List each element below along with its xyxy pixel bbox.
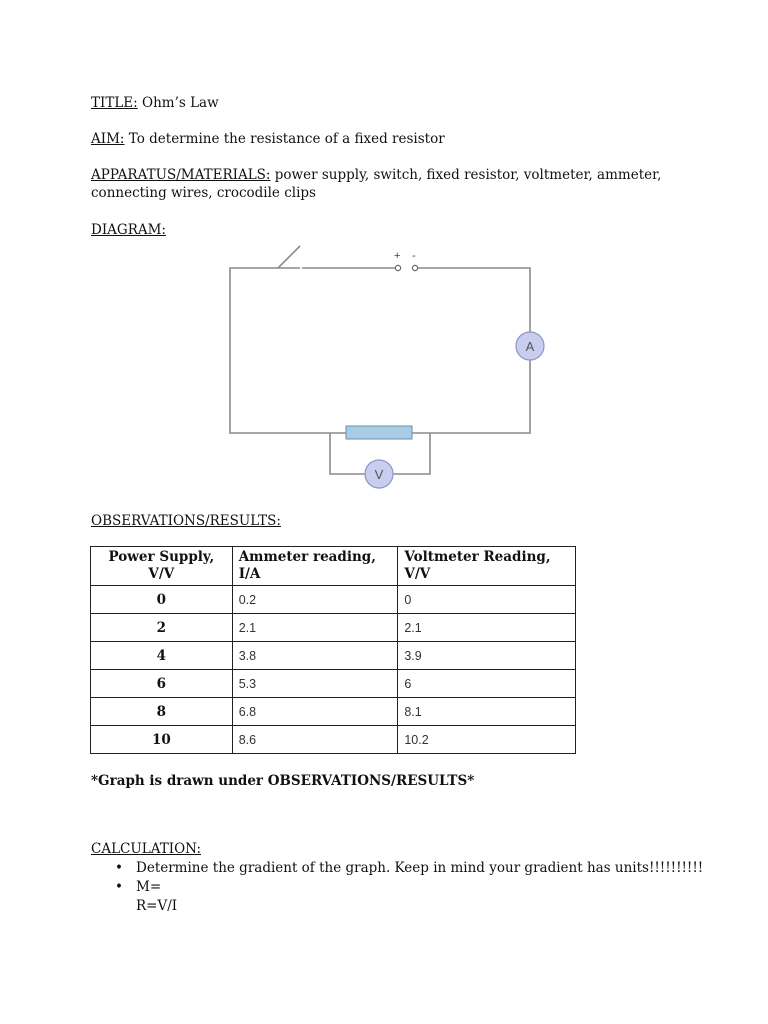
apparatus-text-2: connecting wires, crocodile clips [91,185,316,201]
calculation-heading: CALCULATION: [91,841,202,857]
cell-power-supply: 4 [91,642,233,670]
cell-voltmeter: 6 [398,670,576,698]
title-label: TITLE: [91,95,138,111]
graph-note: *Graph is drawn under OBSERVATIONS/RESULTS* [91,773,475,789]
terminal-positive [395,265,400,270]
cell-ammeter: 0.2 [232,586,398,614]
apparatus-label: APPARATUS/MATERIALS: [91,167,271,183]
cell-voltmeter: 0 [398,586,576,614]
formula-line [91,897,703,916]
wire-left [230,268,330,433]
wire-right [416,268,530,433]
list-item [91,878,703,897]
cell-ammeter: 2.1 [232,614,398,642]
circuit-diagram [220,240,550,495]
cell-voltmeter: 3.9 [398,642,576,670]
bullet-icon: • [115,879,123,895]
table-row [91,698,576,726]
table-row [91,586,576,614]
calc-step-text: Determine the gradient of the graph. Keep in mind your gradient has units!!!!!!!!!! [136,860,704,876]
results-table [90,546,576,754]
title-line [91,94,219,112]
cell-ammeter: 3.8 [232,642,398,670]
header-voltmeter: Voltmeter Reading, V/V [398,547,576,586]
cell-voltmeter: 10.2 [398,726,576,754]
aim-value: To determine the resistance of a fixed resistor [128,131,445,147]
cell-power-supply: 0 [91,586,233,614]
ammeter-label: A [525,339,535,354]
formula-text: R=V/I [136,898,178,914]
table-row [91,670,576,698]
cell-ammeter: 8.6 [232,726,398,754]
bullet-icon: • [115,860,123,876]
aim-label: AIM: [91,131,125,147]
aim-line [91,130,445,148]
observations-heading: OBSERVATIONS/RESULTS: [91,513,281,529]
apparatus-text-1: power supply, switch, fixed resistor, voltmeter, ammeter, [274,167,662,183]
table-row [91,614,576,642]
switch-blade [278,246,300,268]
cell-ammeter: 5.3 [232,670,398,698]
minus-label: - [412,250,416,262]
table-row [91,726,576,754]
plus-label: + [394,250,401,262]
calc-step-text: M= [136,879,162,895]
title-value: Ohm’s Law [142,95,219,111]
voltmeter-label: V [374,467,384,482]
table-row [91,642,576,670]
cell-voltmeter: 8.1 [398,698,576,726]
header-ammeter: Ammeter reading, I/A [232,547,398,586]
terminal-negative [412,265,417,270]
calculation-list [91,859,703,916]
cell-power-supply: 2 [91,614,233,642]
cell-power-supply: 10 [91,726,233,754]
cell-power-supply: 8 [91,698,233,726]
diagram-heading: DIAGRAM: [91,222,166,238]
cell-power-supply: 6 [91,670,233,698]
cell-ammeter: 6.8 [232,698,398,726]
header-power-supply: Power Supply, V/V [91,547,233,586]
list-item [91,859,703,878]
fixed-resistor [346,426,412,439]
cell-voltmeter: 2.1 [398,614,576,642]
table-header-row [91,547,576,586]
apparatus-line [91,166,661,184]
